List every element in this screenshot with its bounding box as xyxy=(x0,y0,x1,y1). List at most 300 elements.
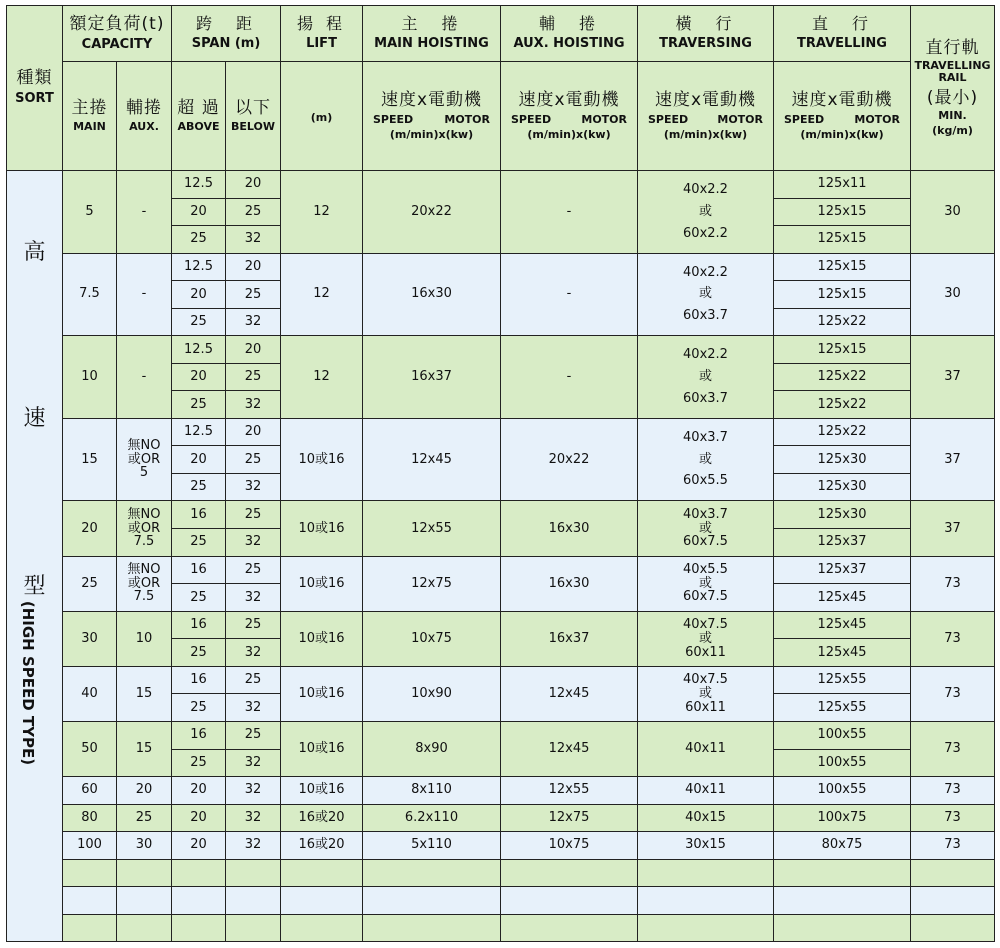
traversing-cell-line: 30x15 xyxy=(685,837,726,853)
aux-capacity-cell: 20 xyxy=(117,777,172,805)
rail-cell: 73 xyxy=(911,721,995,776)
travelling-cell: 125x11 xyxy=(774,171,911,199)
span-below-cell: 32 xyxy=(226,584,281,612)
aux-capacity-cell-line: 無NO xyxy=(127,438,161,454)
span-above-cell: 25 xyxy=(172,639,226,667)
main-hoisting-cell: 12x75 xyxy=(363,556,501,611)
travelling-cell: 125x45 xyxy=(774,611,911,639)
span-below-cell: 25 xyxy=(226,281,281,309)
speed-motor-header-aux xyxy=(501,62,638,171)
sort-char-3: 型 xyxy=(23,574,46,599)
travelling-cell: 125x22 xyxy=(774,418,911,446)
span-above-cell: 16 xyxy=(172,611,226,639)
traversing-cell-line: 40x3.7 xyxy=(683,506,728,522)
empty-cell xyxy=(172,887,226,915)
table-row xyxy=(7,556,995,584)
aux-hoisting-header xyxy=(501,6,638,62)
lift-cell: 12 xyxy=(281,336,363,419)
sort-header xyxy=(7,6,63,171)
sort-header-zh: 種類 xyxy=(16,68,53,89)
main-capacity-zh: 主捲 xyxy=(71,97,108,118)
traversing-cell-line: 60x2.2 xyxy=(683,225,728,241)
aux-capacity-cell-line: 無NO xyxy=(127,506,161,522)
traversing-cell-line: 或 xyxy=(698,286,712,302)
traversing-cell xyxy=(638,832,774,860)
travelling-cell: 125x15 xyxy=(774,336,911,364)
span-above-cell: 25 xyxy=(172,694,226,722)
traversing-cell-line: 或 xyxy=(698,520,712,536)
travelling-cell: 125x45 xyxy=(774,639,911,667)
aux-hoisting-cell: 16x30 xyxy=(501,501,638,556)
span-below-cell: 32 xyxy=(226,529,281,557)
travelling-cell: 125x30 xyxy=(774,446,911,474)
traversing-cell-line: 40x7.5 xyxy=(683,672,728,688)
main-hoisting-cell: 16x37 xyxy=(363,336,501,419)
span-above-cell: 20 xyxy=(172,281,226,309)
main-capacity-cell: 100 xyxy=(63,832,117,860)
travelling-cell: 125x30 xyxy=(774,473,911,501)
main-capacity-cell: 20 xyxy=(63,501,117,556)
traversing-cell-line: 或 xyxy=(698,203,712,219)
span-below-cell: 25 xyxy=(226,666,281,694)
lift-cell: 10或16 xyxy=(281,556,363,611)
traversing-cell-line: 或 xyxy=(698,451,712,467)
empty-cell xyxy=(117,859,172,887)
rail-header-min-zh: (最小) xyxy=(926,87,979,108)
span-above-cell: 20 xyxy=(172,804,226,832)
lift-cell: 10或16 xyxy=(281,611,363,666)
speed-label: SPEED xyxy=(511,113,552,127)
span-above-cell: 12.5 xyxy=(172,336,226,364)
sort-english-text: (HIGH SPEED TYPE) xyxy=(18,600,37,766)
main-capacity-cell: 80 xyxy=(63,804,117,832)
rail-header-zh: 直行軌 xyxy=(925,37,980,58)
traversing-cell-line: 40x2.2 xyxy=(683,264,728,280)
traversing-cell-line: 40x5.5 xyxy=(683,562,728,578)
lift-cell: 12 xyxy=(281,253,363,336)
travelling-cell: 125x15 xyxy=(774,281,911,309)
main-capacity-cell: 40 xyxy=(63,666,117,721)
speed-motor-unit: (m/min)x(kw) xyxy=(389,127,474,141)
main-hoisting-cell: 12x55 xyxy=(363,501,501,556)
aux-capacity-cell: - xyxy=(117,171,172,254)
span-above-cell: 25 xyxy=(172,308,226,336)
span-above-zh: 超 過 xyxy=(177,97,220,118)
aux-hoisting-cell: 12x45 xyxy=(501,721,638,776)
sort-char-2: 速 xyxy=(23,406,46,431)
capacity-header xyxy=(63,6,172,62)
main-capacity-cell: 60 xyxy=(63,777,117,805)
span-below-cell: 32 xyxy=(226,804,281,832)
main-capacity-cell: 15 xyxy=(63,418,117,501)
traversing-cell-line: 40x3.7 xyxy=(683,430,728,446)
aux-capacity-cell xyxy=(117,501,172,556)
aux-capacity-cell-line: 7.5 xyxy=(133,589,155,605)
main-hoisting-cell: 5x110 xyxy=(363,832,501,860)
travelling-header xyxy=(774,6,911,62)
table-row xyxy=(7,611,995,639)
rail-cell: 37 xyxy=(911,418,995,501)
travelling-cell: 125x22 xyxy=(774,363,911,391)
main-capacity-cell: 30 xyxy=(63,611,117,666)
travelling-cell: 125x45 xyxy=(774,584,911,612)
span-below-cell: 32 xyxy=(226,308,281,336)
span-above-cell: 25 xyxy=(172,226,226,254)
table-row xyxy=(7,832,995,860)
traversing-cell xyxy=(638,501,774,556)
speed-motor-header-trav xyxy=(638,62,774,171)
sort-header-en: SORT xyxy=(15,91,54,107)
capacity-header-zh: 額定負荷(t) xyxy=(69,13,165,34)
rail-cell: 37 xyxy=(911,501,995,556)
span-header-en: SPAN (m) xyxy=(191,36,261,52)
aux-capacity-cell xyxy=(117,418,172,501)
traversing-cell xyxy=(638,418,774,501)
traversing-cell-line: 60x3.7 xyxy=(683,390,728,406)
speed-motor-unit: (m/min)x(kw) xyxy=(663,127,748,141)
empty-cell xyxy=(281,859,363,887)
span-below-cell: 25 xyxy=(226,446,281,474)
span-below-cell: 20 xyxy=(226,253,281,281)
rail-cell: 73 xyxy=(911,556,995,611)
span-header xyxy=(172,6,281,62)
aux-capacity-cell: 30 xyxy=(117,832,172,860)
traversing-cell-line: 或 xyxy=(698,369,712,385)
aux-hoisting-cell: 20x22 xyxy=(501,418,638,501)
traversing-cell xyxy=(638,777,774,805)
aux-hoisting-cell: - xyxy=(501,253,638,336)
span-above-cell: 20 xyxy=(172,363,226,391)
empty-cell xyxy=(172,914,226,942)
travelling-cell: 80x75 xyxy=(774,832,911,860)
main-hoisting-cell: 10x75 xyxy=(363,611,501,666)
span-above-cell: 25 xyxy=(172,584,226,612)
travelling-cell: 125x30 xyxy=(774,501,911,529)
aux-capacity-cell xyxy=(117,556,172,611)
traversing-header-en: TRAVERSING xyxy=(659,36,752,52)
rail-cell: 73 xyxy=(911,832,995,860)
lift-cell: 10或16 xyxy=(281,418,363,501)
traversing-cell xyxy=(638,253,774,336)
lift-cell: 10或16 xyxy=(281,721,363,776)
empty-cell xyxy=(281,914,363,942)
empty-cell xyxy=(172,859,226,887)
header-row-1 xyxy=(7,6,995,62)
span-header-zh: 跨 距 xyxy=(195,14,256,34)
lift-header xyxy=(281,6,363,62)
span-above-cell: 25 xyxy=(172,473,226,501)
main-hoisting-cell: 16x30 xyxy=(363,253,501,336)
lift-cell: 12 xyxy=(281,171,363,254)
aux-hoisting-cell: 12x45 xyxy=(501,666,638,721)
speed-label: SPEED xyxy=(784,113,825,127)
main-hoisting-header-zh: 主 捲 xyxy=(401,14,462,34)
traversing-cell-line: 或 xyxy=(698,630,712,646)
speed-label: SPEED xyxy=(648,113,689,127)
rail-cell: 73 xyxy=(911,666,995,721)
speed-motor-zh: 速度x電動機 xyxy=(380,89,483,110)
traversing-cell xyxy=(638,804,774,832)
span-above-cell: 12.5 xyxy=(172,418,226,446)
travelling-cell: 125x55 xyxy=(774,666,911,694)
travelling-cell: 125x15 xyxy=(774,226,911,254)
aux-capacity-cell: 10 xyxy=(117,611,172,666)
empty-cell xyxy=(226,887,281,915)
travelling-header-zh: 直 行 xyxy=(811,14,872,34)
span-above-cell: 20 xyxy=(172,832,226,860)
aux-capacity-zh: 輔捲 xyxy=(126,97,162,118)
traversing-cell-line: 60x11 xyxy=(685,644,726,660)
rail-header-min-en: MIN. xyxy=(938,109,967,123)
aux-capacity-cell: 15 xyxy=(117,666,172,721)
sort-english xyxy=(19,601,35,765)
main-capacity-cell: 10 xyxy=(63,336,117,419)
main-hoisting-header-en: MAIN HOISTING xyxy=(374,36,489,52)
main-capacity-en: MAIN xyxy=(73,119,106,133)
speed-motor-header-main xyxy=(363,62,501,171)
sort-char-1: 高 xyxy=(23,240,46,265)
travelling-cell: 125x55 xyxy=(774,694,911,722)
aux-hoisting-cell: 10x75 xyxy=(501,832,638,860)
traversing-cell-line: 40x7.5 xyxy=(683,617,728,633)
table-row xyxy=(7,721,995,749)
traversing-cell-line: 或 xyxy=(698,685,712,701)
main-hoisting-header xyxy=(363,6,501,62)
motor-label: MOTOR xyxy=(444,113,490,127)
main-capacity-cell: 25 xyxy=(63,556,117,611)
speed-motor-unit: (m/min)x(kw) xyxy=(527,127,611,141)
table-row xyxy=(7,171,995,199)
span-above-cell: 16 xyxy=(172,721,226,749)
table-row xyxy=(7,777,995,805)
empty-cell xyxy=(363,914,501,942)
traversing-cell xyxy=(638,556,774,611)
span-above-cell: 20 xyxy=(172,198,226,226)
empty-cell xyxy=(363,859,501,887)
span-below-cell: 32 xyxy=(226,226,281,254)
traversing-cell-line: 40x11 xyxy=(685,782,726,798)
empty-cell xyxy=(501,887,638,915)
span-below-cell: 32 xyxy=(226,473,281,501)
span-above-cell: 25 xyxy=(172,749,226,777)
travelling-cell: 100x55 xyxy=(774,777,911,805)
span-above-cell: 16 xyxy=(172,501,226,529)
lift-unit-header xyxy=(281,62,363,171)
empty-cell xyxy=(638,887,774,915)
aux-capacity-cell-line: 無NO xyxy=(127,562,161,578)
travelling-cell: 100x75 xyxy=(774,804,911,832)
empty-cell xyxy=(774,914,911,942)
aux-capacity-cell: 25 xyxy=(117,804,172,832)
empty-cell xyxy=(911,859,995,887)
aux-hoisting-cell: 12x55 xyxy=(501,777,638,805)
aux-hoisting-cell: 16x37 xyxy=(501,611,638,666)
aux-capacity-cell: 15 xyxy=(117,721,172,776)
span-above-header xyxy=(172,62,226,171)
table-row xyxy=(7,418,995,446)
traversing-cell xyxy=(638,171,774,254)
span-below-cell: 25 xyxy=(226,363,281,391)
main-hoisting-cell: 8x110 xyxy=(363,777,501,805)
aux-hoisting-cell: 16x30 xyxy=(501,556,638,611)
traversing-cell-line: 或 xyxy=(698,575,712,591)
travelling-cell: 125x37 xyxy=(774,529,911,557)
traversing-cell-line: 60x7.5 xyxy=(683,589,728,605)
empty-cell xyxy=(63,914,117,942)
span-above-cell: 16 xyxy=(172,556,226,584)
span-below-cell: 32 xyxy=(226,777,281,805)
traversing-cell-line: 40x15 xyxy=(685,809,726,825)
empty-cell xyxy=(911,914,995,942)
rail-cell: 73 xyxy=(911,777,995,805)
traversing-cell xyxy=(638,721,774,776)
aux-hoisting-cell: - xyxy=(501,171,638,254)
rail-header xyxy=(911,6,995,171)
rail-cell: 73 xyxy=(911,611,995,666)
main-hoisting-cell: 12x45 xyxy=(363,418,501,501)
travelling-cell: 125x37 xyxy=(774,556,911,584)
rail-cell: 30 xyxy=(911,253,995,336)
main-hoisting-cell: 20x22 xyxy=(363,171,501,254)
span-below-cell: 20 xyxy=(226,171,281,199)
aux-hoisting-header-zh: 輔 捲 xyxy=(538,14,599,34)
aux-capacity-en: AUX. xyxy=(129,119,159,133)
span-above-cell: 20 xyxy=(172,777,226,805)
span-below-zh: 以下 xyxy=(235,97,271,118)
span-below-cell: 32 xyxy=(226,749,281,777)
traversing-cell-line: 60x11 xyxy=(685,699,726,715)
traversing-cell xyxy=(638,666,774,721)
lift-cell: 10或16 xyxy=(281,777,363,805)
traversing-cell-line: 60x3.7 xyxy=(683,308,728,324)
crane-spec-table xyxy=(6,5,995,942)
table-row xyxy=(7,336,995,364)
span-above-cell: 16 xyxy=(172,666,226,694)
capacity-header-en: CAPACITY xyxy=(81,36,153,52)
main-hoisting-cell: 10x90 xyxy=(363,666,501,721)
traversing-header-zh: 橫 行 xyxy=(675,14,736,34)
aux-capacity-header xyxy=(117,62,172,171)
empty-cell xyxy=(117,887,172,915)
travelling-cell: 100x55 xyxy=(774,721,911,749)
lift-unit: (m) xyxy=(310,110,333,124)
empty-cell xyxy=(774,859,911,887)
empty-cell xyxy=(501,859,638,887)
empty-cell xyxy=(911,887,995,915)
aux-hoisting-cell: 12x75 xyxy=(501,804,638,832)
traversing-cell-line: 60x7.5 xyxy=(683,534,728,550)
empty-cell xyxy=(501,914,638,942)
main-capacity-header xyxy=(63,62,117,171)
rail-cell: 73 xyxy=(911,804,995,832)
traversing-cell-line: 40x11 xyxy=(685,741,726,757)
span-below-cell: 25 xyxy=(226,556,281,584)
traversing-cell xyxy=(638,336,774,419)
aux-hoisting-header-en: AUX. HOISTING xyxy=(513,36,625,52)
main-capacity-cell: 50 xyxy=(63,721,117,776)
empty-cell xyxy=(226,859,281,887)
empty-cell xyxy=(281,887,363,915)
speed-motor-zh: 速度x電動機 xyxy=(791,89,893,110)
span-below-en: BELOW xyxy=(231,119,275,133)
motor-label: MOTOR xyxy=(717,113,763,127)
main-hoisting-cell: 6.2x110 xyxy=(363,804,501,832)
lift-header-en: LIFT xyxy=(306,36,337,52)
main-capacity-cell: 5 xyxy=(63,171,117,254)
empty-cell xyxy=(63,887,117,915)
rail-cell: 37 xyxy=(911,336,995,419)
main-capacity-cell: 7.5 xyxy=(63,253,117,336)
empty-row xyxy=(7,887,995,915)
empty-row xyxy=(7,859,995,887)
aux-hoisting-cell: - xyxy=(501,336,638,419)
span-above-cell: 12.5 xyxy=(172,171,226,199)
speed-motor-unit: (m/min)x(kw) xyxy=(800,127,884,141)
aux-capacity-cell-line: 或OR xyxy=(127,520,161,536)
span-below-cell: 20 xyxy=(226,418,281,446)
span-above-cell: 25 xyxy=(172,529,226,557)
main-hoisting-cell: 8x90 xyxy=(363,721,501,776)
lift-cell: 16或20 xyxy=(281,804,363,832)
span-below-cell: 25 xyxy=(226,198,281,226)
empty-cell xyxy=(117,914,172,942)
lift-header-zh: 揚 程 xyxy=(296,14,347,34)
aux-capacity-cell-line: 或OR xyxy=(127,451,161,467)
speed-motor-zh: 速度x電動機 xyxy=(654,89,757,110)
span-above-cell: 25 xyxy=(172,391,226,419)
lift-cell: 16或20 xyxy=(281,832,363,860)
empty-cell xyxy=(774,887,911,915)
empty-cell xyxy=(638,859,774,887)
header-row-2 xyxy=(7,62,995,171)
span-below-cell: 32 xyxy=(226,391,281,419)
span-below-cell: 25 xyxy=(226,721,281,749)
empty-cell xyxy=(638,914,774,942)
rail-header-unit: (kg/m) xyxy=(932,123,973,137)
travelling-cell: 100x55 xyxy=(774,749,911,777)
traversing-cell xyxy=(638,611,774,666)
lift-cell: 10或16 xyxy=(281,501,363,556)
aux-capacity-cell-line: 或OR xyxy=(127,575,161,591)
span-below-cell: 20 xyxy=(226,336,281,364)
traversing-header xyxy=(638,6,774,62)
speed-motor-zh: 速度x電動機 xyxy=(518,89,620,110)
span-below-cell: 25 xyxy=(226,501,281,529)
rail-header-en: TRAVELLING RAIL xyxy=(914,59,991,84)
empty-row xyxy=(7,914,995,942)
motor-label: MOTOR xyxy=(581,113,627,127)
empty-cell xyxy=(63,859,117,887)
travelling-cell: 125x22 xyxy=(774,391,911,419)
span-above-cell: 12.5 xyxy=(172,253,226,281)
lift-cell: 10或16 xyxy=(281,666,363,721)
traversing-cell-line: 40x2.2 xyxy=(683,182,728,198)
span-above-cell: 20 xyxy=(172,446,226,474)
aux-capacity-cell: - xyxy=(117,253,172,336)
table-row xyxy=(7,666,995,694)
aux-capacity-cell-line: 5 xyxy=(139,465,149,481)
traversing-cell-line: 40x2.2 xyxy=(683,347,728,363)
motor-label: MOTOR xyxy=(854,113,900,127)
sort-cell xyxy=(7,171,63,942)
empty-cell xyxy=(226,914,281,942)
span-below-cell: 25 xyxy=(226,611,281,639)
table-row xyxy=(7,501,995,529)
table-row xyxy=(7,253,995,281)
speed-motor-header-travel xyxy=(774,62,911,171)
travelling-header-en: TRAVELLING xyxy=(797,36,887,52)
table-row xyxy=(7,804,995,832)
